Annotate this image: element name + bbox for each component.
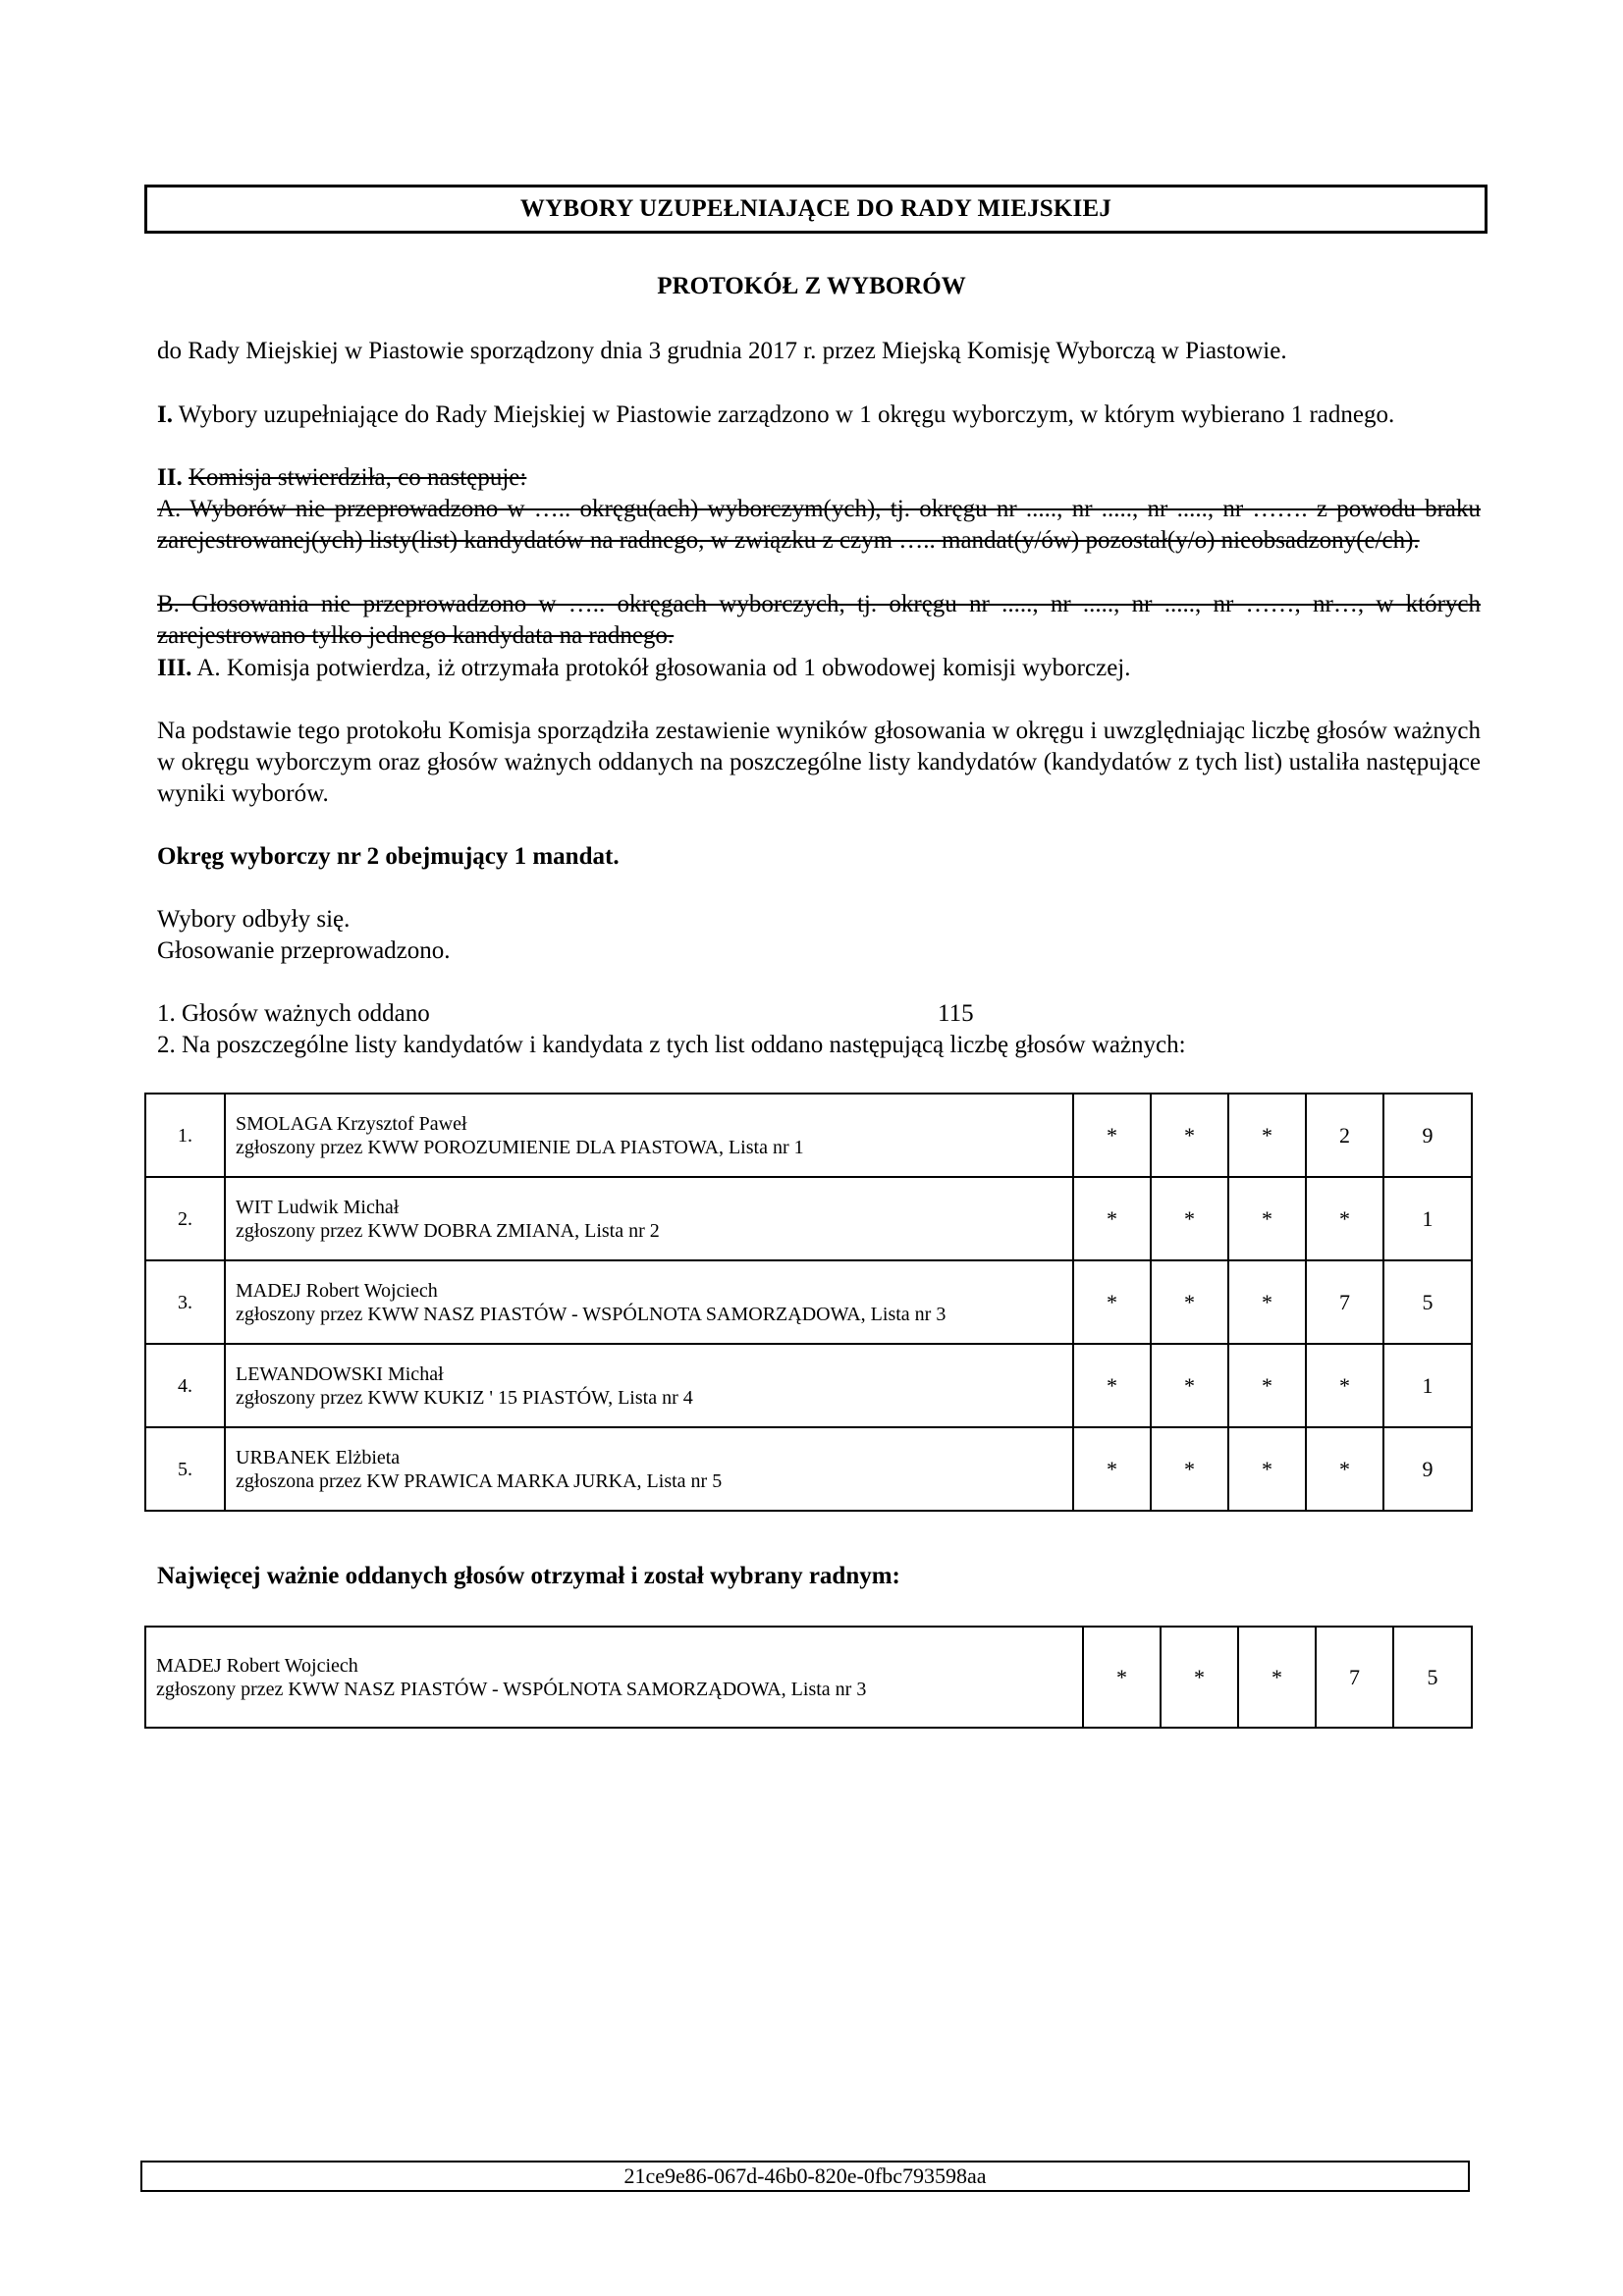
valid-votes-label: 1. Głosów ważnych oddano (157, 1000, 430, 1027)
vote-digit-cell: 2 (1306, 1094, 1383, 1177)
candidate-number: 4. (145, 1344, 225, 1427)
candidate-row (145, 1177, 1472, 1260)
candidate-row (145, 1260, 1472, 1344)
candidate-description (225, 1344, 1073, 1427)
candidate-description (225, 1427, 1073, 1511)
vote-digit-cell: * (1151, 1177, 1228, 1260)
vote-digit-cell: 9 (1383, 1094, 1472, 1177)
winner-digit: 5 (1393, 1627, 1472, 1728)
candidate-number: 1. (145, 1094, 225, 1177)
vote-digit-cell: * (1228, 1427, 1306, 1511)
winner-submitted: zgłoszony przez KWW NASZ PIASTÓW - WSPÓLNOTA SAMORZĄDOWA, Lista nr 3 (156, 1678, 867, 1700)
section-ii-a (157, 494, 1481, 557)
document-id: 21ce9e86-067d-46b0-820e-0fbc793598aa (623, 2163, 987, 2188)
section-i (157, 400, 1481, 431)
protocol-intro (157, 336, 1481, 367)
vote-digit-cell: * (1073, 1260, 1151, 1344)
vote-digit-cell: * (1228, 1094, 1306, 1177)
winner-table (144, 1626, 1473, 1729)
summary-text: Na podstawie tego protokołu Komisja sporządziła zestawienie wyników głosowania w okręgu i uwzględniając liczbę głosów ważnych w okręgu wyborczym oraz głosów ważnych oddanych na poszczególne listy kandydatów (kandydatów z tych list) ustaliła następujące wyniki wyborów. (157, 718, 1481, 807)
candidate-name: WIT Ludwik Michał (236, 1196, 400, 1218)
vote-digit-cell: * (1151, 1344, 1228, 1427)
candidate-description (225, 1260, 1073, 1344)
valid-votes-value: 115 (938, 1000, 974, 1027)
candidate-name: LEWANDOWSKI Michał (236, 1362, 444, 1385)
candidate-row (145, 1344, 1472, 1427)
candidate-number: 2. (145, 1177, 225, 1260)
candidate-submitted-by: zgłoszony przez KWW DOBRA ZMIANA, Lista nr 2 (236, 1219, 660, 1242)
winner-name: MADEJ Robert Wojciech (156, 1654, 358, 1677)
section-ii-a-text: A. Wyborów nie przeprowadzono w ….. okręgu(ach) wyborczym(ych), tj. okręgu nr ....., nr ....., nr ....., nr ……. z powodu braku zarejestrowanej(ych) listy(list) kandydatów na radnego, w związku z czym ….. mandat(y/ów) pozostał(y/o) nieobsadzony(e/ch). (157, 496, 1481, 554)
vote-digit-cell: * (1306, 1177, 1383, 1260)
winner-heading: Najwięcej ważnie oddanych głosów otrzymał i został wybrany radnym: (157, 1563, 900, 1589)
candidate-submitted-by: zgłoszona przez KW PRAWICA MARKA JURKA, Lista nr 5 (236, 1469, 723, 1492)
vote-digit-cell: * (1228, 1344, 1306, 1427)
vote-digit-cell: 7 (1306, 1260, 1383, 1344)
vote-digit-cell: * (1228, 1177, 1306, 1260)
winner-digit: * (1238, 1627, 1316, 1728)
section-i-label: I. (157, 401, 173, 428)
vote-digit-cell: * (1073, 1094, 1151, 1177)
section-i-text: Wybory uzupełniające do Rady Miejskiej w Piastowie zarządzono w 1 okręgu wyborczym, w którym wybierano 1 radnego. (178, 401, 1395, 428)
candidate-name: URBANEK Elżbieta (236, 1446, 401, 1468)
section-ii-label: II. (157, 464, 183, 491)
vote-digit-cell: * (1228, 1260, 1306, 1344)
candidate-submitted-by: zgłoszony przez KWW KUKIZ ' 15 PIASTÓW, Lista nr 4 (236, 1386, 693, 1409)
vote-digit-cell: 1 (1383, 1344, 1472, 1427)
header-title: WYBORY UZUPEŁNIAJĄCE DO RADY MIEJSKIEJ (519, 195, 1112, 222)
document-footer (140, 2161, 1470, 2192)
winner-digit: * (1083, 1627, 1161, 1728)
summary-paragraph (157, 716, 1481, 810)
section-iii-label: III. (157, 655, 192, 681)
vote-digit-cell: * (1073, 1427, 1151, 1511)
section-ii (157, 462, 1481, 494)
district-heading: Okręg wyborczy nr 2 obejmujący 1 mandat. (157, 843, 620, 870)
section-ii-b (157, 589, 1481, 652)
vote-digit-cell: * (1073, 1177, 1151, 1260)
candidate-row (145, 1427, 1472, 1511)
vote-digit-cell: 5 (1383, 1260, 1472, 1344)
candidate-submitted-by: zgłoszony przez KWW NASZ PIASTÓW - WSPÓLNOTA SAMORZĄDOWA, Lista nr 3 (236, 1303, 947, 1325)
candidate-number: 3. (145, 1260, 225, 1344)
winner-digit: * (1161, 1627, 1238, 1728)
section-ii-text: Komisja stwierdziła, co następuje: (188, 464, 527, 491)
vote-digit-cell: 9 (1383, 1427, 1472, 1511)
vote-digit-cell: * (1073, 1344, 1151, 1427)
protocol-title: PROTOKÓŁ Z WYBORÓW (657, 273, 966, 299)
candidate-description (225, 1177, 1073, 1260)
candidate-name: MADEJ Robert Wojciech (236, 1279, 438, 1302)
document-header (144, 185, 1488, 234)
winner-row (145, 1627, 1472, 1728)
section-ii-b-text: B. Głosowania nie przeprowadzono w ….. okręgach wyborczych, tj. okręgu nr ....., nr ....., nr ....., nr ……, nr…, w których zarejestrowano tylko jednego kandydata na radnego. (157, 591, 1481, 649)
candidate-description (225, 1094, 1073, 1177)
results-table (144, 1093, 1473, 1512)
vote-digit-cell: 1 (1383, 1177, 1472, 1260)
winner-description (145, 1627, 1083, 1728)
votes-per-list-intro: 2. Na poszczególne listy kandydatów i kandydata z tych list oddano następującą liczbę głosów ważnych: (157, 1032, 1186, 1058)
candidate-row (145, 1094, 1472, 1177)
vote-digit-cell: * (1151, 1427, 1228, 1511)
vote-digit-cell: * (1151, 1094, 1228, 1177)
voting-conducted: Głosowanie przeprowadzono. (157, 937, 451, 964)
section-iii (157, 653, 1481, 684)
vote-digit-cell: * (1306, 1427, 1383, 1511)
candidate-number: 5. (145, 1427, 225, 1511)
intro-text: do Rady Miejskiej w Piastowie sporządzony dnia 3 grudnia 2017 r. przez Miejską Komisję Wyborczą w Piastowie. (157, 338, 1287, 364)
candidate-name: SMOLAGA Krzysztof Paweł (236, 1112, 467, 1135)
vote-digit-cell: * (1151, 1260, 1228, 1344)
section-iii-text: A. Komisja potwierdza, iż otrzymała protokół głosowania od 1 obwodowej komisji wyborczej. (196, 655, 1131, 681)
vote-digit-cell: * (1306, 1344, 1383, 1427)
candidate-submitted-by: zgłoszony przez KWW POROZUMIENIE DLA PIASTOWA, Lista nr 1 (236, 1136, 804, 1158)
winner-digit: 7 (1316, 1627, 1393, 1728)
elections-held: Wybory odbyły się. (157, 906, 351, 933)
